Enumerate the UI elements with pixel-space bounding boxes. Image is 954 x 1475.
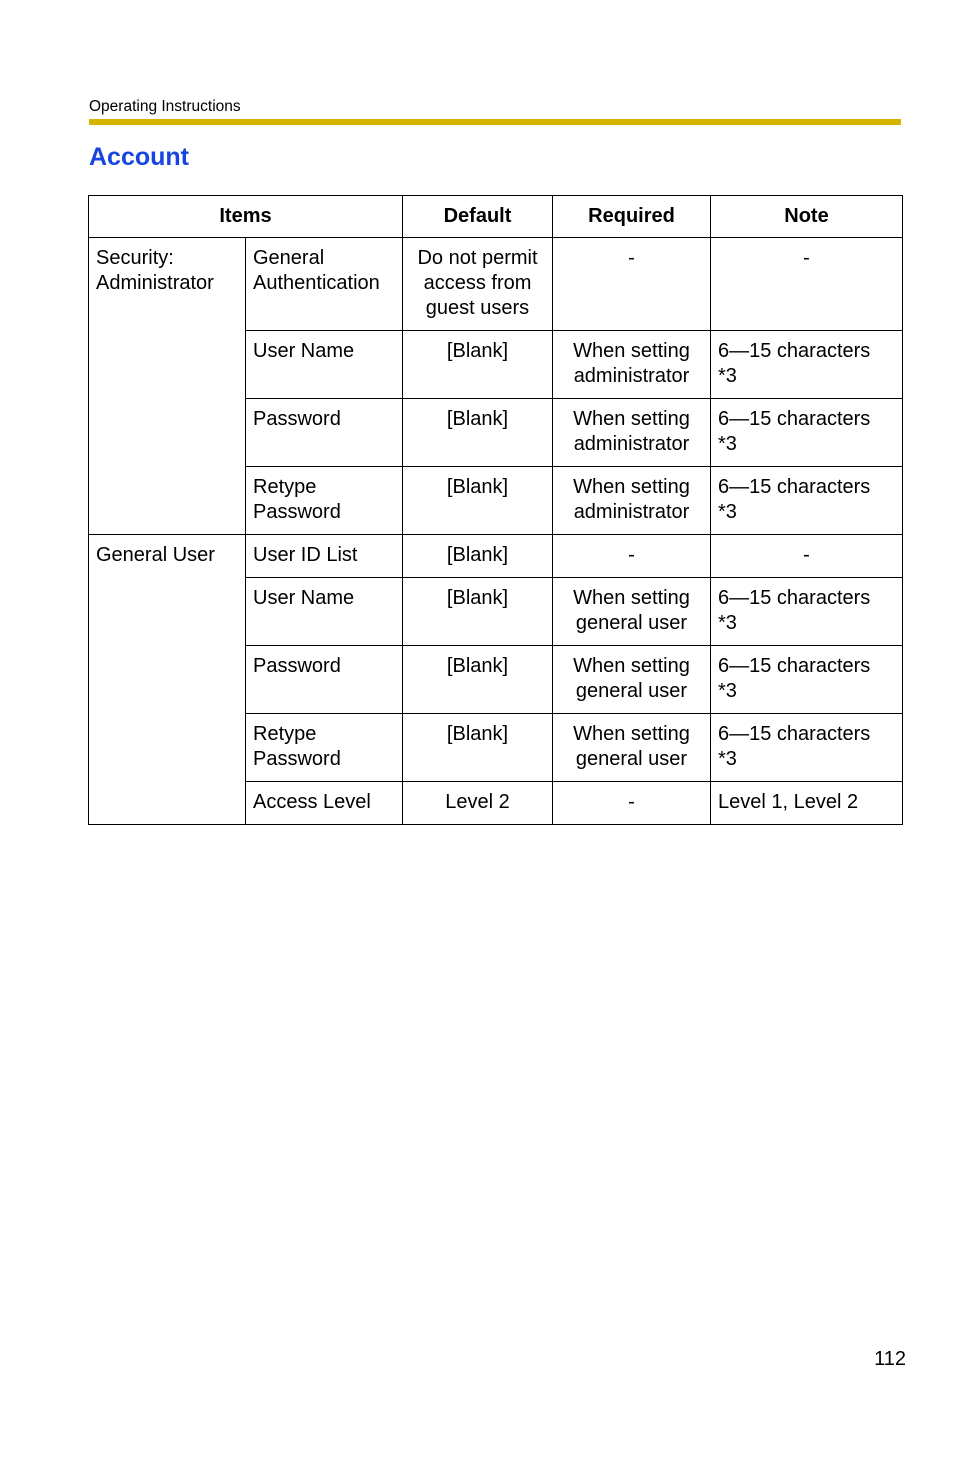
note-cell: 6—15 characters *3 bbox=[711, 467, 903, 535]
required-cell: When setting administrator bbox=[553, 399, 711, 467]
section-title: Account bbox=[89, 143, 189, 171]
note-cell: 6—15 characters *3 bbox=[711, 399, 903, 467]
required-cell: - bbox=[553, 782, 711, 825]
default-cell: Level 2 bbox=[403, 782, 553, 825]
column-header-note: Note bbox=[711, 196, 903, 238]
column-header-required: Required bbox=[553, 196, 711, 238]
item-cell: User Name bbox=[246, 331, 403, 399]
header-rule bbox=[89, 119, 901, 125]
note-cell: 6—15 characters *3 bbox=[711, 331, 903, 399]
required-cell: When setting general user bbox=[553, 578, 711, 646]
item-cell: Access Level bbox=[246, 782, 403, 825]
item-cell: User ID List bbox=[246, 535, 403, 578]
account-settings-table bbox=[88, 195, 903, 825]
note-cell: - bbox=[711, 238, 903, 331]
column-header-items: Items bbox=[89, 196, 403, 238]
table-row bbox=[89, 238, 903, 331]
default-cell: [Blank] bbox=[403, 535, 553, 578]
required-cell: When setting general user bbox=[553, 646, 711, 714]
running-header: Operating Instructions bbox=[89, 98, 241, 115]
group-label-administrator: Security: Administrator bbox=[89, 238, 246, 535]
note-cell: 6—15 characters *3 bbox=[711, 714, 903, 782]
default-cell: Do not permit access from guest users bbox=[403, 238, 553, 331]
item-cell: General Authentication bbox=[246, 238, 403, 331]
note-cell: - bbox=[711, 535, 903, 578]
item-cell: Password bbox=[246, 399, 403, 467]
required-cell: When setting general user bbox=[553, 714, 711, 782]
item-cell: User Name bbox=[246, 578, 403, 646]
default-cell: [Blank] bbox=[403, 331, 553, 399]
note-cell: 6—15 characters *3 bbox=[711, 578, 903, 646]
table-row bbox=[89, 535, 903, 578]
default-cell: [Blank] bbox=[403, 578, 553, 646]
default-cell: [Blank] bbox=[403, 646, 553, 714]
required-cell: When setting administrator bbox=[553, 467, 711, 535]
required-cell: - bbox=[553, 238, 711, 331]
note-cell: 6—15 characters *3 bbox=[711, 646, 903, 714]
default-cell: [Blank] bbox=[403, 467, 553, 535]
default-cell: [Blank] bbox=[403, 399, 553, 467]
column-header-default: Default bbox=[403, 196, 553, 238]
item-cell: Password bbox=[246, 646, 403, 714]
default-cell: [Blank] bbox=[403, 714, 553, 782]
table-header-row bbox=[89, 196, 903, 238]
item-cell: Retype Password bbox=[246, 714, 403, 782]
note-cell: Level 1, Level 2 bbox=[711, 782, 903, 825]
item-cell: Retype Password bbox=[246, 467, 403, 535]
required-cell: When setting administrator bbox=[553, 331, 711, 399]
required-cell: - bbox=[553, 535, 711, 578]
group-label-general-user: General User bbox=[89, 535, 246, 825]
page-number: 112 bbox=[874, 1348, 906, 1370]
